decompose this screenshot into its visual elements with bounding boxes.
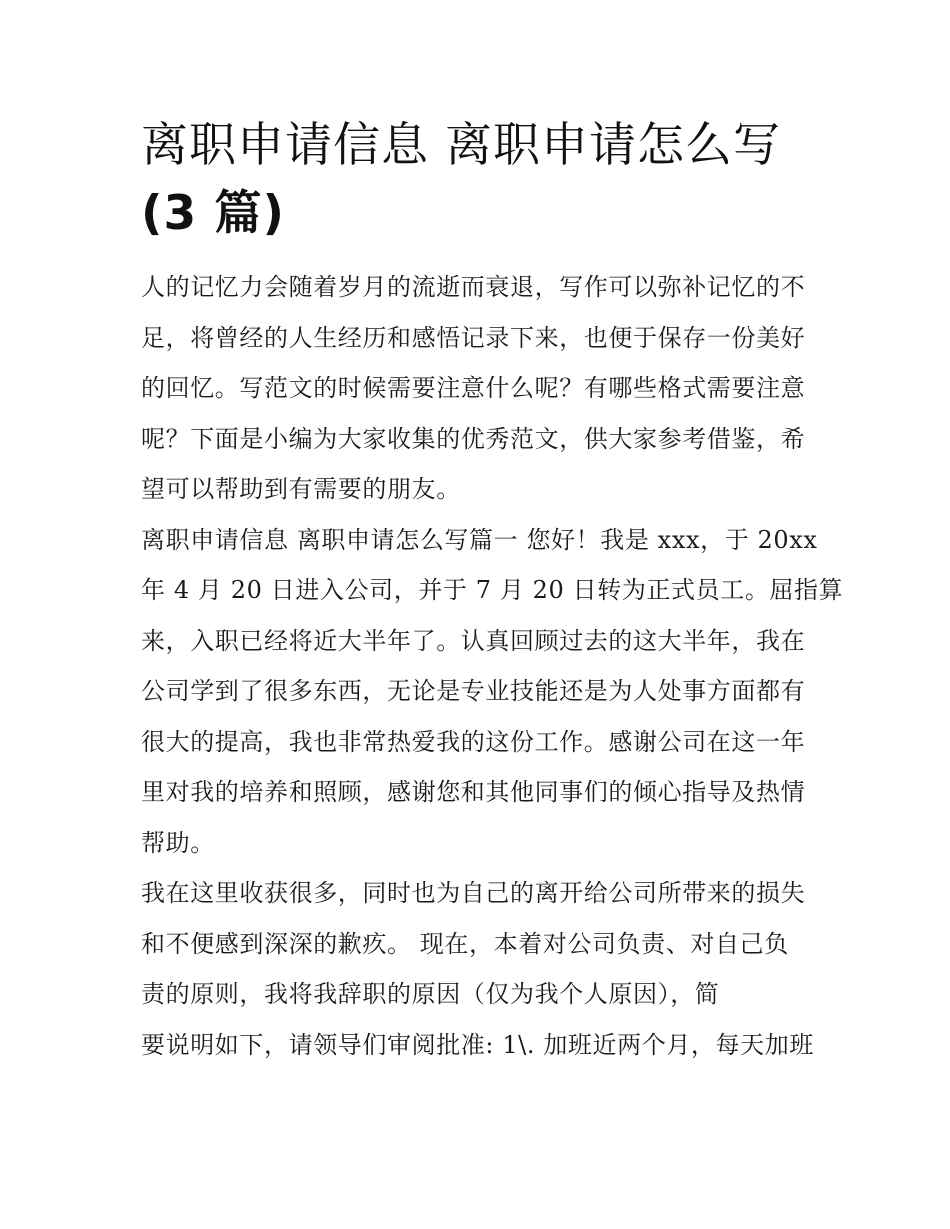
text-line: 帮助。: [141, 828, 215, 857]
text-line: 里对我的培养和照顾，感谢您和其他同事们的倾心指导及热情: [141, 778, 806, 806]
text-line: 我在这里收获很多，同时也为自己的离开给公司所带来的损失: [141, 879, 806, 907]
text-line: 和不便感到深深的歉疚。 现在，本着对公司负责、对自己负: [141, 929, 789, 958]
text-line: 来，入职已经将近大半年了。认真回顾过去的这大半年，我在: [141, 626, 806, 655]
text-line: 要说明如下，请领导们审阅批准: 1\. 加班近两个月，每天加班: [141, 1030, 814, 1059]
text-line: 责的原则，我将我辞职的原因（仅为我个人原因），简: [141, 980, 720, 1008]
text-line: 很大的提高，我也非常热爱我的这份工作。感谢公司在这一年: [141, 727, 806, 756]
paragraph-resignation-reasons: [141, 868, 813, 1070]
paragraph-intro: [141, 262, 813, 515]
text-line: 离职申请信息 离职申请怎么写篇一 您好！我是 xxx，于 20xx: [141, 525, 818, 554]
text-line: 的回忆。写范文的时候需要注意什么呢？有哪些格式需要注意: [141, 374, 806, 402]
text-line: 呢？下面是小编为大家收集的优秀范文，供大家参考借鉴，希: [141, 424, 806, 453]
document-page: [141, 112, 844, 1070]
paragraph-letter-opening: [141, 515, 844, 869]
text-line: 人的记忆力会随着岁月的流逝而衰退，写作可以弥补记忆的不: [141, 273, 806, 301]
document-body: [141, 262, 844, 1070]
text-line: 公司学到了很多东西，无论是专业技能还是为人处事方面都有: [141, 677, 806, 705]
text-line: 望可以帮助到有需要的朋友。: [141, 475, 461, 503]
title-line-2: (3 篇): [141, 186, 286, 241]
text-line: 年 4 月 20 日进入公司，并于 7 月 20 日转为正式员工。屈指算: [141, 576, 844, 604]
title-line-1: 离职申请信息 离职申请怎么写: [141, 118, 781, 173]
document-title: [141, 112, 813, 248]
text-line: 足，将曾经的人生经历和感悟记录下来，也便于保存一份美好: [141, 323, 806, 352]
